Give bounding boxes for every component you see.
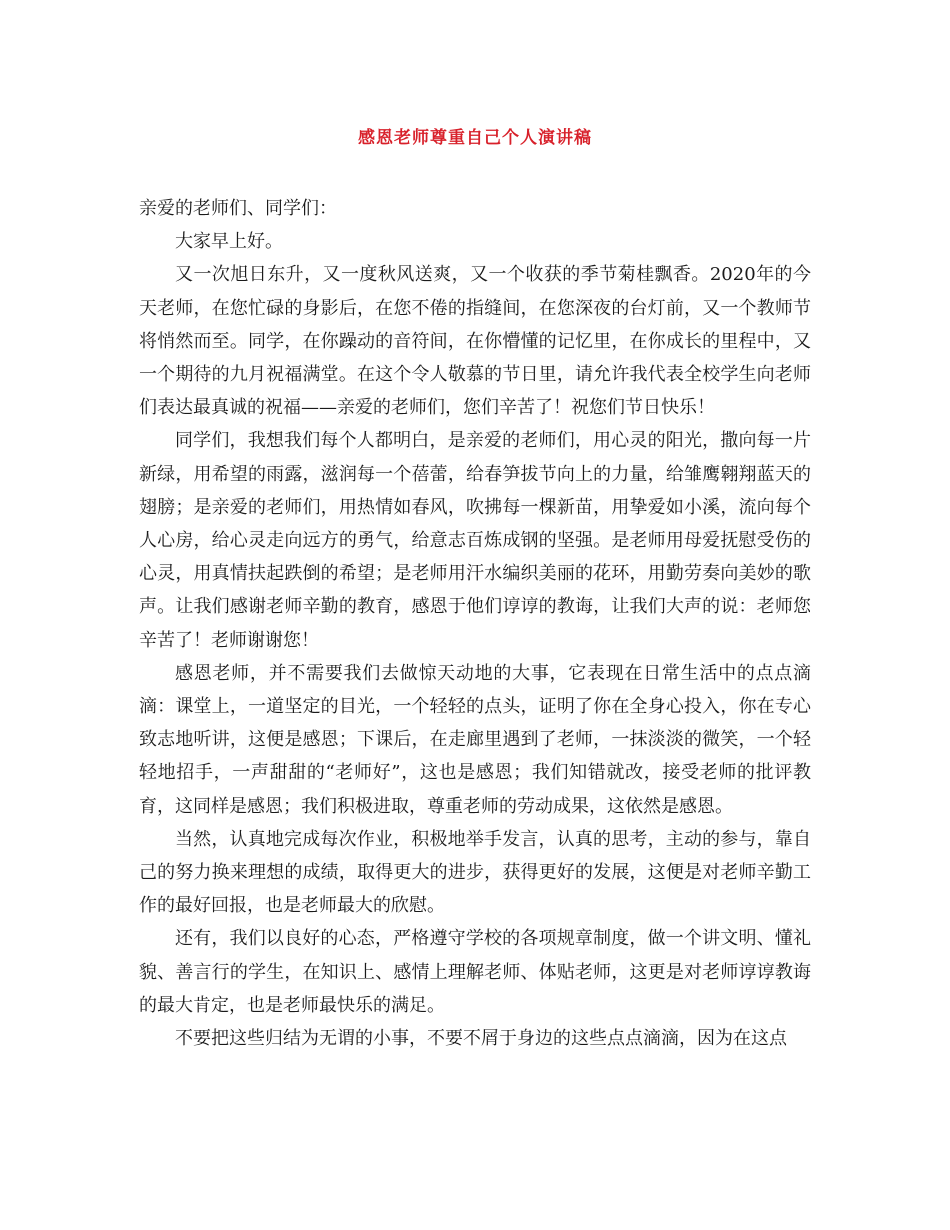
paragraph-6: 不要把这些归结为无谓的小事，不要不屑于身边的这些点点滴滴，因为在这点 <box>175 1028 787 1050</box>
document-title: 感恩老师尊重自己个人演讲稿 <box>358 128 592 148</box>
paragraph-greeting: 大家早上好。 <box>175 231 283 253</box>
paragraph-3: 感恩老师，并不需要我们去做惊天动地的大事，它表现在日常生活中的点点滴滴：课堂上，一道坚定的目光，一个轻轻的点头，证明了你在全身心投入，你在专心致志地听讲，这便是感恩；下课后，在走廊里遇到了老师，一抹淡淡的微笑，一个轻轻地招手，一声甜甜的“老师好”，这也是感恩；我们知错就改，接受老师的批评教育，这同样是感恩；我们积极进取，尊重老师的劳动成果，这依然是感恩。 <box>139 662 811 817</box>
document-body <box>139 192 811 1055</box>
paragraph-1: 又一次旭日东升，又一度秋风送爽，又一个收获的季节菊桂飘香。2020年的今天老师，在您忙碌的身影后，在您不倦的指缝间，在您深夜的台灯前，又一个教师节将悄然而至。同学，在你躁动的音符间，在你懵懂的记忆里，在你成长的里程中，又一个期待的九月祝福满堂。在这个令人敬慕的节日里，请允许我代表全校学生向老师们表达最真诚的祝福——亲爱的老师们，您们辛苦了！祝您们节日快乐！ <box>139 264 811 419</box>
paragraph-4: 当然，认真地完成每次作业，积极地举手发言，认真的思考，主动的参与，靠自己的努力换来理想的成绩，取得更大的进步，获得更好的发展，这便是对老师辛勤工作的最好回报，也是老师最大的欣慰。 <box>139 828 811 917</box>
paragraph-2: 同学们，我想我们每个人都明白，是亲爱的老师们，用心灵的阳光，撒向每一片新绿，用希望的雨露，滋润每一个蓓蕾，给春笋拔节向上的力量，给雏鹰翱翔蓝天的翅膀；是亲爱的老师们，用热情如春风，吹拂每一棵新苗，用挚爱如小溪，流向每个人心房，给心灵走向远方的勇气，给意志百炼成钢的坚强。是老师用母爱抚慰受伤的心灵，用真情扶起跌倒的希望；是老师用汗水编织美丽的花环，用勤劳奏向美妙的歌声。让我们感谢老师辛勤的教育，感恩于他们谆谆的教诲，让我们大声的说：老师您辛苦了！老师谢谢您！ <box>139 430 811 651</box>
paragraph-5: 还有，我们以良好的心态，严格遵守学校的各项规章制度，做一个讲文明、懂礼貌、善言行的学生，在知识上、感情上理解老师、体贴老师，这更是对老师谆谆教诲的最大肯定，也是老师最快乐的满足。 <box>139 928 811 1016</box>
salutation: 亲爱的老师们、同学们： <box>139 198 337 219</box>
